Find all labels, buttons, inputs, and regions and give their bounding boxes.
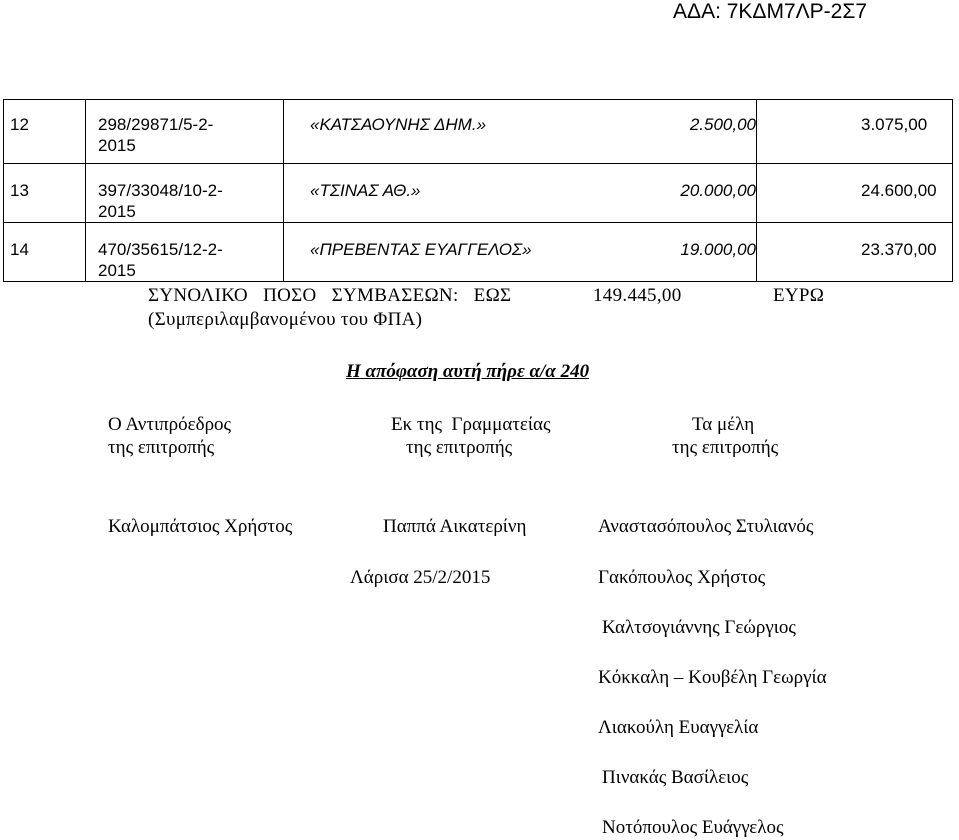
- contractor-name: «ΚΑΤΣΑΟΥΝΗΣ ΔΗΜ.»: [310, 115, 487, 134]
- secretary-name: Παππά Αικατερίνη: [383, 516, 527, 537]
- member-name: Νοτόπουλος Ευάγγελος: [602, 817, 784, 838]
- contractor-cell: [284, 164, 757, 223]
- table-row: [4, 164, 953, 223]
- members-title: Τα μέλη της επιτροπής: [672, 414, 779, 458]
- summary-label: ΣΥΝΟΛΙΚΟ ΠΟΣΟ ΣΥΜΒΑΣΕΩΝ: ΕΩΣ: [148, 285, 512, 306]
- place-date: Λάρισα 25/2/2015: [350, 567, 491, 588]
- summary-note: (Συμπεριλαμβανομένου του ΦΠΑ): [148, 309, 423, 330]
- protocol-ref: 298/29871/5-2- 2015: [86, 100, 284, 164]
- contract-amount: 19.000,00: [680, 240, 756, 259]
- secretariat-title: Εκ της Γραμματείας της επιτροπής: [391, 414, 551, 458]
- contractor-name: «ΤΣΙΝΑΣ ΑΘ.»: [310, 181, 421, 200]
- contract-amount: 2.500,00: [689, 115, 756, 134]
- row-number: 14: [4, 223, 86, 282]
- row-number: 12: [4, 100, 86, 164]
- member-name: Γακόπουλος Χρήστος: [598, 567, 766, 588]
- contractor-cell: [284, 100, 757, 164]
- member-name: Αναστασόπουλος Στυλιανός: [598, 516, 814, 537]
- row-number: 13: [4, 164, 86, 223]
- summary-currency: ΕΥΡΩ: [773, 285, 825, 306]
- member-name: Κόκκαλη – Κουβέλη Γεωργία: [598, 667, 827, 688]
- decision-heading: Η απόφαση αυτή πήρε α/α 240: [346, 361, 590, 382]
- summary-amount: 149.445,00: [593, 285, 682, 306]
- contract-total: 23.370,00: [757, 223, 953, 282]
- member-name: Πινακάς Βασίλειος: [602, 767, 749, 788]
- member-name: Καλτσογιάννης Γεώργιος: [602, 617, 796, 638]
- contract-total: 3.075,00: [757, 100, 953, 164]
- ada-code: ΑΔΑ: 7ΚΔΜ7ΛΡ-2Σ7: [673, 0, 867, 23]
- vice-president-title: Ο Αντιπρόεδρος της επιτροπής: [108, 414, 232, 458]
- contract-amount: 20.000,00: [680, 181, 756, 200]
- contractor-cell: [284, 223, 757, 282]
- table-row: [4, 223, 953, 282]
- protocol-ref: 397/33048/10-2- 2015: [86, 164, 284, 223]
- vice-president-name: Καλομπάτσιος Χρήστος: [108, 516, 293, 537]
- table-row: [4, 100, 953, 164]
- protocol-ref: 470/35615/12-2- 2015: [86, 223, 284, 282]
- contracts-table: [3, 99, 953, 282]
- contract-total: 24.600,00: [757, 164, 953, 223]
- contractor-name: «ΠΡΕΒΕΝΤΑΣ ΕΥΑΓΓΕΛΟΣ»: [310, 240, 532, 259]
- member-name: Λιακούλη Ευαγγελία: [598, 717, 759, 738]
